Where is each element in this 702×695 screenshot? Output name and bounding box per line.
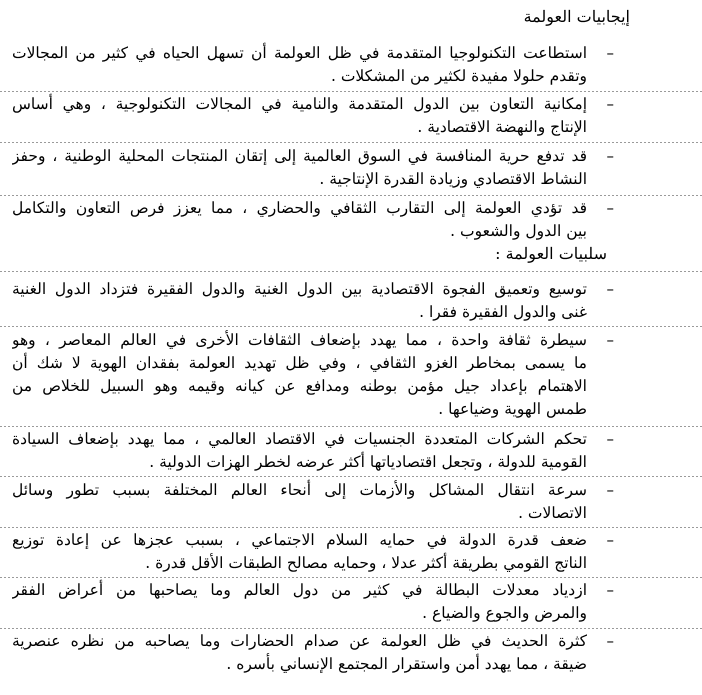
negative-item-6 (12, 579, 587, 625)
text-line: طمس الهوية وضياعها . (438, 400, 587, 418)
separator-line (0, 426, 702, 427)
text-line: الناتج القومي بطريقة أكثر عدلا ، وحمايه مصالح الطبقات الأقل قدرة . (145, 554, 587, 572)
separator-line (0, 527, 702, 528)
bullet-dash: – (606, 199, 614, 217)
bullet-dash: – (606, 581, 614, 599)
text-line: سيطرة ثقافة واحدة ، مما يهدد بإضعاف الثقافات الأخرى في العالم المعاصر ، وهو (12, 331, 587, 349)
negative-item-5 (12, 529, 587, 575)
separator-line (0, 142, 702, 143)
text-line: قد تؤدي العولمة إلى التقارب الثقافي والحضاري ، مما يعزز فرص التعاون والتكامل (12, 199, 587, 217)
bullet-dash: – (606, 280, 614, 298)
bullet-dash: – (606, 481, 614, 499)
text-line: غنى والدول الفقيرة فقرا . (419, 303, 587, 321)
bullet-dash: – (606, 44, 614, 62)
separator-line (0, 91, 702, 92)
bullet-dash: – (606, 430, 614, 448)
bullet-dash: – (606, 331, 614, 349)
separator-line (0, 577, 702, 578)
positive-item-2 (12, 93, 587, 139)
text-line: استطاعت التكنولوجيا المتقدمة في ظل العولمة أن تسهل الحياه في كثير من المجالات (12, 44, 587, 62)
text-line: سرعة انتقال المشاكل والأزمات إلى أنحاء العالم المختلفة بسبب تطور وسائل (12, 481, 587, 499)
text-line: كثرة الحديث في ظل العولمة عن صدام الحضارات وما يصاحبه من نظره عنصرية (12, 632, 587, 650)
positive-item-4 (12, 197, 587, 243)
negatives-heading: سلبيات العولمة : (495, 244, 607, 263)
text-line: ضعف قدرة الدولة في حمايه السلام الاجتماعي ، بسبب عجزها عن إعادة توزيع (12, 531, 587, 549)
negative-item-4 (12, 479, 587, 525)
negative-item-7 (12, 630, 587, 676)
negative-item-2 (12, 329, 587, 421)
separator-line (0, 195, 702, 196)
separator-line (0, 476, 702, 477)
positive-item-1 (12, 42, 587, 88)
text-line: ضيقة ، مما يهدد أمن واستقرار المجتمع الإنساني بأسره . (226, 655, 587, 673)
positive-item-3 (12, 145, 587, 191)
text-line: الاهتمام بإعداد جيل مؤمن بوطنه ومدافع عن كيانه وقيمه وهو السبيل للخلاص من (12, 377, 587, 395)
text-line: تحكم الشركات المتعددة الجنسيات في الاقتصاد العالمي ، مما يهدد بإضعاف السيادة (12, 430, 587, 448)
text-line: والمرض والجوع والضياع . (422, 604, 587, 622)
text-line: النشاط الاقتصادي وزيادة القدرة الإنتاجية . (319, 170, 587, 188)
text-line: ازدياد معدلات البطالة في كثير من دول العالم وما يصاحبها من أعراض الفقر (12, 581, 587, 599)
separator-line (0, 271, 702, 272)
text-line: القومية للدولة ، وتجعل اقتصادياتها أكثر عرضه لخطر الهزات الدولية . (149, 453, 587, 471)
text-line: ما يسمى بمخاطر الغزو الثقافي ، وفي ظل تهديد العولمة بفقدان الهوية لا شك أن (12, 354, 587, 372)
negative-item-3 (12, 428, 587, 474)
negative-item-1 (12, 278, 587, 324)
bullet-dash: – (606, 632, 614, 650)
text-line: الاتصالات . (518, 504, 587, 522)
bullet-dash: – (606, 95, 614, 113)
text-line: وتقدم حلولا مفيدة لكثير من المشكلات . (330, 67, 587, 85)
separator-line (0, 628, 702, 629)
bullet-dash: – (606, 147, 614, 165)
text-line: قد تدفع حرية المنافسة في السوق العالمية إلى إتقان المنتجات المحلية الوطنية ، وحفز (12, 147, 587, 165)
positives-heading: إيجابيات العولمة (523, 7, 630, 26)
bullet-dash: – (606, 531, 614, 549)
text-line: الإنتاج والنهضة الاقتصادية . (417, 118, 587, 136)
text-line: إمكانية التعاون بين الدول المتقدمة والنامية في المجالات التكنولوجية ، وهي أساس (12, 95, 587, 113)
text-line: توسيع وتعميق الفجوة الاقتصادية بين الدول الغنية والدول الفقيرة فتزداد الدول الغنية (12, 280, 587, 298)
text-line: بين الدول والشعوب . (450, 222, 587, 240)
separator-line (0, 326, 702, 327)
